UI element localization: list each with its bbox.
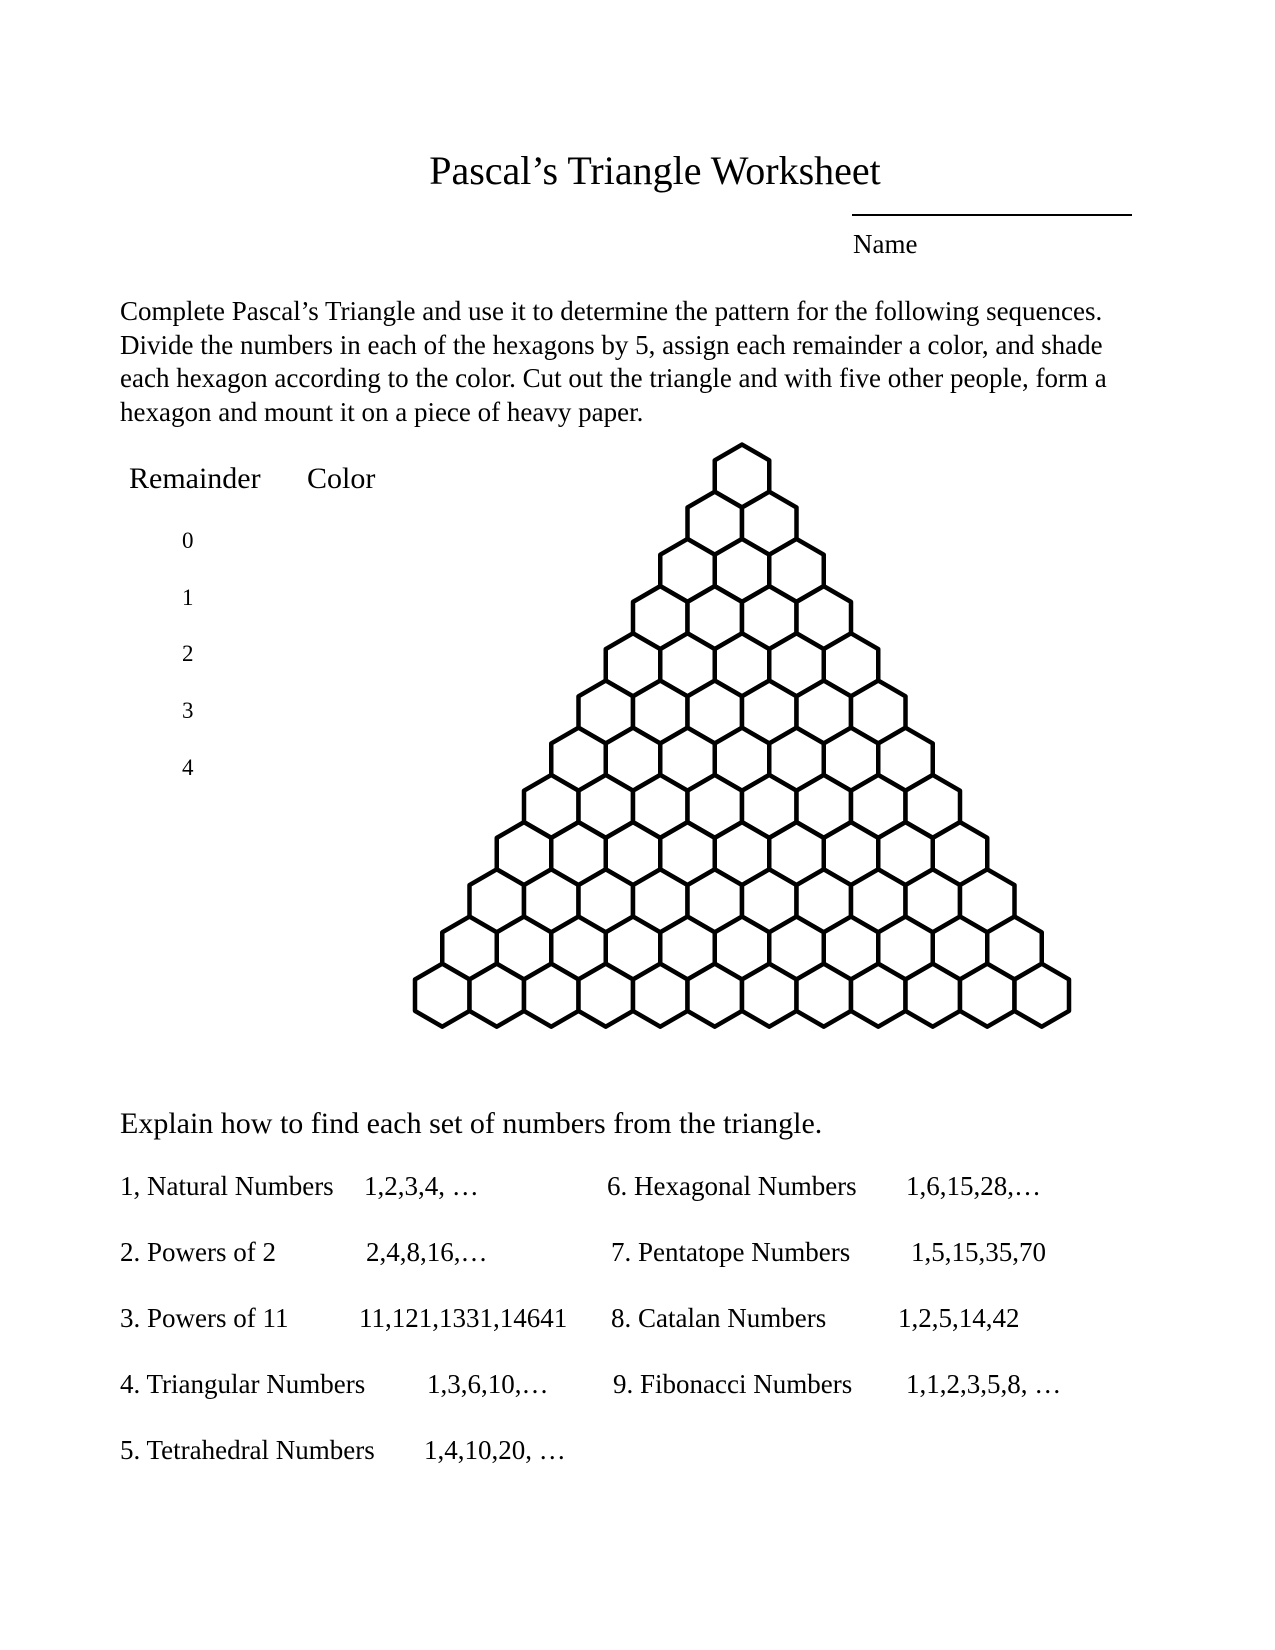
question-label-5: 5. Tetrahedral Numbers <box>120 1435 375 1465</box>
remainder-value: 1 <box>182 585 194 610</box>
hexagon-cell <box>415 964 470 1027</box>
hexagon-cell <box>742 964 797 1027</box>
color-header: Color <box>307 462 376 495</box>
question-sequence-7: 1,5,15,35,70 <box>911 1237 1046 1267</box>
question-label-8: 8. Catalan Numbers <box>611 1303 827 1333</box>
explain-prompt: Explain how to find each set of numbers from the triangle. <box>120 1107 823 1140</box>
hexagon-cell <box>470 964 525 1027</box>
instructions-line: Divide the numbers in each of the hexagons by 5, assign each remainder a color, and shade <box>120 329 1103 360</box>
question-label-7: 7. Pentatope Numbers <box>611 1237 851 1267</box>
question-label-6: 6. Hexagonal Numbers <box>607 1171 857 1201</box>
hexagon-cell <box>960 964 1015 1027</box>
name-label: Name <box>853 229 918 259</box>
question-label-1: 1, Natural Numbers <box>120 1171 334 1201</box>
instructions-line: each hexagon according to the color. Cut out the triangle and with five other people, form a <box>120 363 1107 393</box>
question-sequence-1: 1,2,3,4, … <box>364 1171 479 1201</box>
hexagon-cell <box>851 964 906 1027</box>
remainder-value: 0 <box>182 528 194 553</box>
question-label-9: 9. Fibonacci Numbers <box>613 1369 853 1399</box>
question-sequence-6: 1,6,15,28,… <box>906 1171 1041 1201</box>
question-sequence-2: 2,4,8,16,… <box>366 1237 488 1267</box>
question-label-2: 2. Powers of 2 <box>120 1237 276 1267</box>
question-sequence-8: 1,2,5,14,42 <box>898 1303 1020 1333</box>
instructions-line: hexagon and mount it on a piece of heavy paper. <box>120 396 644 427</box>
remainder-value: 4 <box>182 755 194 780</box>
hexagon-cell <box>688 964 743 1027</box>
instructions-line: Complete Pascal’s Triangle and use it to determine the pattern for the following sequences. <box>120 296 1103 326</box>
remainder-value: 2 <box>182 641 194 666</box>
hexagon-cell <box>1015 964 1070 1027</box>
hexagon-cell <box>797 964 852 1027</box>
question-label-3: 3. Powers of 11 <box>120 1303 289 1333</box>
remainder-header: Remainder <box>129 462 261 495</box>
hexagon-cell <box>633 964 688 1027</box>
question-sequence-9: 1,1,2,3,5,8, … <box>906 1369 1062 1399</box>
hexagon-cell <box>579 964 634 1027</box>
question-sequence-5: 1,4,10,20, … <box>424 1435 566 1465</box>
question-label-4: 4. Triangular Numbers <box>120 1369 366 1399</box>
page-title: Pascal’s Triangle Worksheet <box>429 148 881 193</box>
hexagon-cell <box>524 964 579 1027</box>
remainder-value: 3 <box>182 698 194 723</box>
question-sequence-3: 11,121,1331,14641 <box>359 1303 568 1333</box>
hexagon-cell <box>906 964 961 1027</box>
question-sequence-4: 1,3,6,10,… <box>427 1369 549 1399</box>
